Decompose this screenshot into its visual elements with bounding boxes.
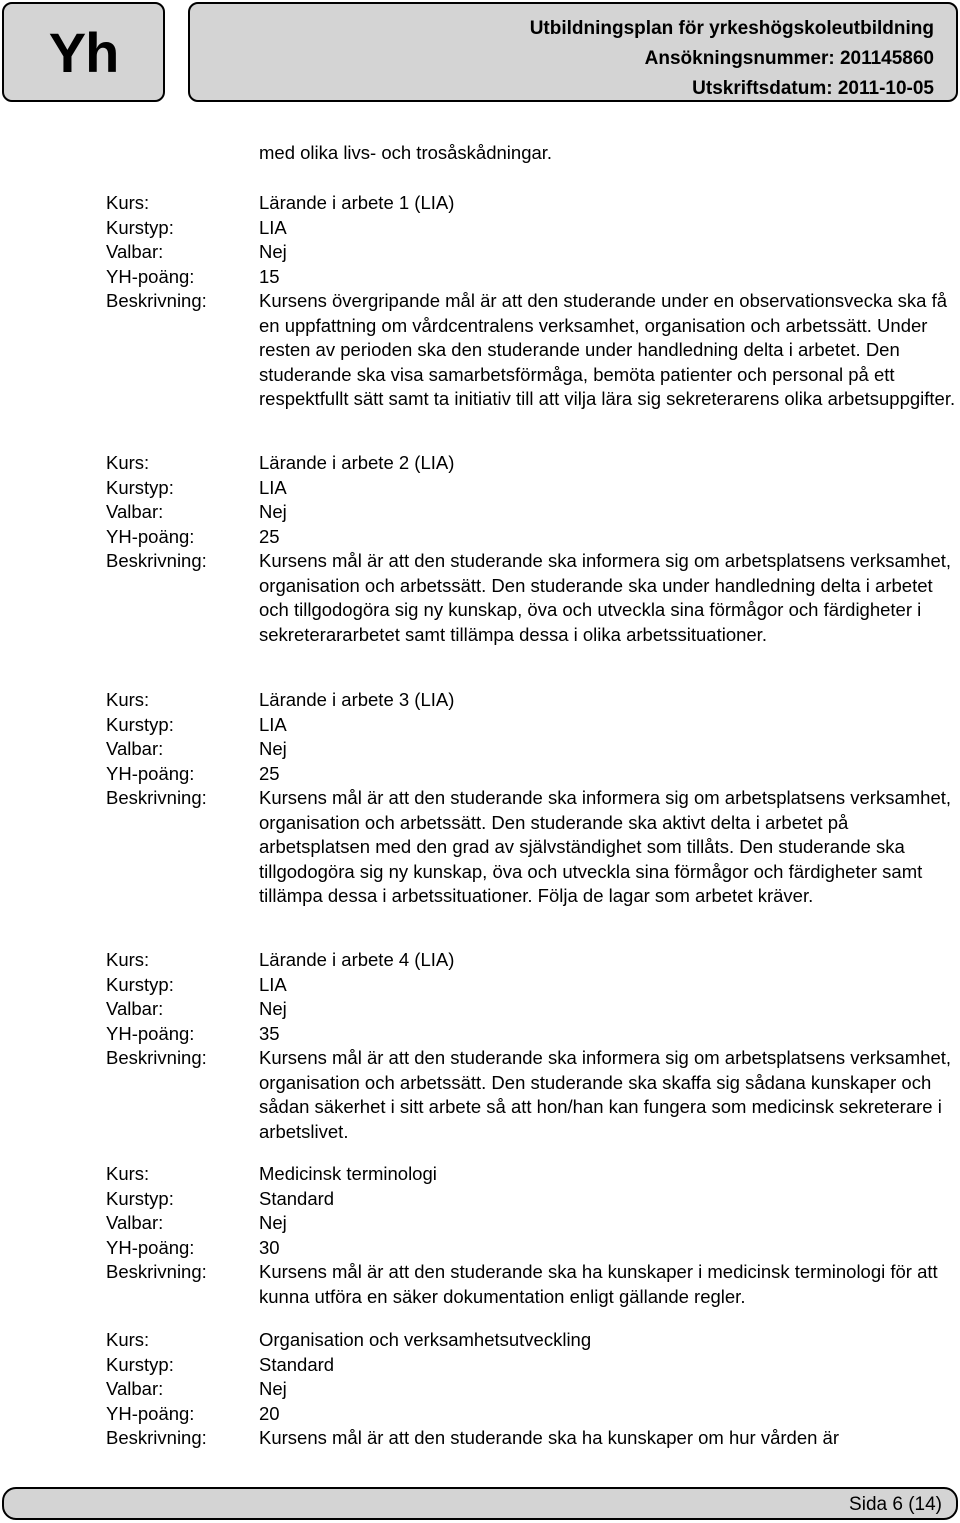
description-label: Beskrivning: bbox=[106, 1047, 207, 1068]
course-block bbox=[106, 1162, 956, 1309]
course-type-label: Kurstyp: bbox=[106, 476, 174, 498]
course-name-row bbox=[106, 1162, 956, 1187]
points-label: YH-poäng: bbox=[106, 1402, 195, 1424]
description-label: Beskrivning: bbox=[106, 550, 207, 571]
course-points: 30 bbox=[259, 1236, 280, 1258]
course-label: Kurs: bbox=[106, 949, 150, 970]
course-points-row bbox=[106, 525, 956, 550]
course-type-label: Kurstyp: bbox=[106, 1353, 174, 1375]
course-type-row bbox=[106, 476, 956, 501]
course-name: Organisation och verksamhetsutveckling bbox=[259, 1329, 592, 1350]
course-type: Standard bbox=[259, 1187, 335, 1209]
elective-label: Valbar: bbox=[106, 1378, 164, 1399]
elective-label: Valbar: bbox=[106, 501, 164, 522]
points-label: YH-poäng: bbox=[106, 525, 195, 547]
course-name-row bbox=[106, 1328, 956, 1353]
course-elective-row bbox=[106, 737, 956, 762]
course-type-row bbox=[106, 1187, 956, 1212]
course-type: LIA bbox=[259, 216, 287, 238]
course-name-row bbox=[106, 948, 956, 973]
course-type-row bbox=[106, 1353, 956, 1378]
course-elective-row bbox=[106, 997, 956, 1022]
course-elective: Nej bbox=[259, 998, 287, 1019]
course-name-row bbox=[106, 688, 956, 713]
document-header bbox=[188, 2, 958, 102]
course-type-row bbox=[106, 973, 956, 998]
course-name: Lärande i arbete 3 (LIA) bbox=[259, 689, 455, 710]
course-description-row bbox=[106, 786, 956, 909]
course-description-row bbox=[106, 1260, 956, 1309]
course-description-row bbox=[106, 289, 956, 412]
course-description: Kursens mål är att den studerande ska informera sig om arbetsplatsens verksamhet, organisation och arbetssätt. Den studerande ska skaffa sig sådana kunskaper och sådan säkerhet i sitt arbete så att hon/han kan fungera som medicinsk sekreterare i arbetslivet. bbox=[259, 1047, 952, 1142]
course-points: 35 bbox=[259, 1022, 280, 1044]
header-title: Utbildningsplan för yrkeshögskoleutbildning bbox=[529, 18, 934, 39]
course-name-row bbox=[106, 191, 956, 216]
elective-label: Valbar: bbox=[106, 1212, 164, 1233]
course-elective: Nej bbox=[259, 501, 287, 522]
course-type-row bbox=[106, 216, 956, 241]
course-elective: Nej bbox=[259, 1212, 287, 1233]
course-block bbox=[106, 688, 956, 909]
course-block bbox=[106, 1328, 956, 1451]
course-description: Kursens mål är att den studerande ska ha kunskaper i medicinsk terminologi för att kunna utföra en säker dokumentation enligt gällande regler. bbox=[259, 1261, 938, 1307]
course-elective-row bbox=[106, 240, 956, 265]
course-points: 20 bbox=[259, 1402, 280, 1424]
course-label: Kurs: bbox=[106, 192, 150, 213]
course-elective: Nej bbox=[259, 241, 287, 262]
course-type-label: Kurstyp: bbox=[106, 1187, 174, 1209]
course-type: LIA bbox=[259, 476, 287, 498]
course-type-label: Kurstyp: bbox=[106, 713, 174, 735]
page-number: Sida 6 (14) bbox=[849, 1494, 942, 1515]
course-elective: Nej bbox=[259, 738, 287, 759]
course-points-row bbox=[106, 265, 956, 290]
points-label: YH-poäng: bbox=[106, 265, 195, 287]
course-points: 15 bbox=[259, 265, 280, 287]
header-text bbox=[530, 14, 934, 104]
course-description: Kursens mål är att den studerande ska informera sig om arbetsplatsens verksamhet, organisation och arbetssätt. Den studerande ska aktivt delta i arbetet på arbetsplatsen med den grad av självständighet som tillåts. Den studerande ska tillgodogöra sig ny kunskap, öva och utveckla sina förmågor och färdigheter samt tillämpa dessa i arbetssituationer. Följa de lagar som arbetet kräver. bbox=[259, 787, 952, 906]
description-label: Beskrivning: bbox=[106, 1261, 207, 1282]
course-description: Kursens mål är att den studerande ska ha kunskaper om hur vården är bbox=[259, 1427, 839, 1448]
course-name: Lärande i arbete 2 (LIA) bbox=[259, 452, 455, 473]
course-points-row bbox=[106, 1236, 956, 1261]
description-label: Beskrivning: bbox=[106, 1427, 207, 1448]
course-description: Kursens övergripande mål är att den studerande under en observationsvecka ska få en uppfattning om vårdcentralens verksamhet, organisation och arbetssätt. Under resten av perioden ska den studerande under handledning delta i arbetet. Den studerande ska visa samarbetsförmåga, bemöta patienter och personal på ett respektfullt sätt samt ta initiativ till att vilja lära sig sekreterarens olika arbetsuppgifter. bbox=[259, 290, 956, 409]
description-label: Beskrivning: bbox=[106, 787, 207, 808]
course-points-row bbox=[106, 762, 956, 787]
points-label: YH-poäng: bbox=[106, 762, 195, 784]
course-name: Lärande i arbete 1 (LIA) bbox=[259, 192, 455, 213]
course-points: 25 bbox=[259, 525, 280, 547]
course-name: Medicinsk terminologi bbox=[259, 1163, 437, 1184]
course-description-row bbox=[106, 1046, 956, 1144]
course-label: Kurs: bbox=[106, 689, 150, 710]
course-name-row bbox=[106, 451, 956, 476]
course-elective-row bbox=[106, 500, 956, 525]
course-elective: Nej bbox=[259, 1378, 287, 1399]
elective-label: Valbar: bbox=[106, 738, 164, 759]
course-type-label: Kurstyp: bbox=[106, 973, 174, 995]
elective-label: Valbar: bbox=[106, 998, 164, 1019]
course-elective-row bbox=[106, 1377, 956, 1402]
course-type-row bbox=[106, 713, 956, 738]
points-label: YH-poäng: bbox=[106, 1022, 195, 1044]
print-date: Utskriftsdatum: 2011-10-05 bbox=[692, 78, 934, 99]
logo-box bbox=[2, 2, 165, 102]
elective-label: Valbar: bbox=[106, 241, 164, 262]
points-label: YH-poäng: bbox=[106, 1236, 195, 1258]
course-description-row bbox=[106, 549, 956, 647]
course-elective-row bbox=[106, 1211, 956, 1236]
course-type: LIA bbox=[259, 713, 287, 735]
course-label: Kurs: bbox=[106, 1163, 150, 1184]
application-number: Ansökningsnummer: 201145860 bbox=[644, 48, 934, 69]
course-block bbox=[106, 451, 956, 647]
yh-logo: Yh bbox=[48, 20, 119, 84]
course-block bbox=[106, 948, 956, 1144]
course-type: Standard bbox=[259, 1353, 335, 1375]
course-type: LIA bbox=[259, 973, 287, 995]
page-footer bbox=[2, 1487, 958, 1520]
description-label: Beskrivning: bbox=[106, 290, 207, 311]
course-description: Kursens mål är att den studerande ska informera sig om arbetsplatsens verksamhet, organisation och arbetssätt. Den studerande ska under handledning delta i arbetet och tillgodogöra sig ny kunskap, öva och utveckla sina förmågor och färdigheter i sekreterararbetet samt tillämpa dessa i olika arbetssituationer. bbox=[259, 550, 952, 645]
course-points-row bbox=[106, 1022, 956, 1047]
course-description-row bbox=[106, 1426, 956, 1451]
course-type-label: Kurstyp: bbox=[106, 216, 174, 238]
course-points-row bbox=[106, 1402, 956, 1427]
intro-text: med olika livs- och trosåskådningar. bbox=[259, 142, 553, 163]
course-block bbox=[106, 191, 956, 412]
course-label: Kurs: bbox=[106, 1329, 150, 1350]
course-name: Lärande i arbete 4 (LIA) bbox=[259, 949, 455, 970]
course-points: 25 bbox=[259, 762, 280, 784]
course-label: Kurs: bbox=[106, 452, 150, 473]
